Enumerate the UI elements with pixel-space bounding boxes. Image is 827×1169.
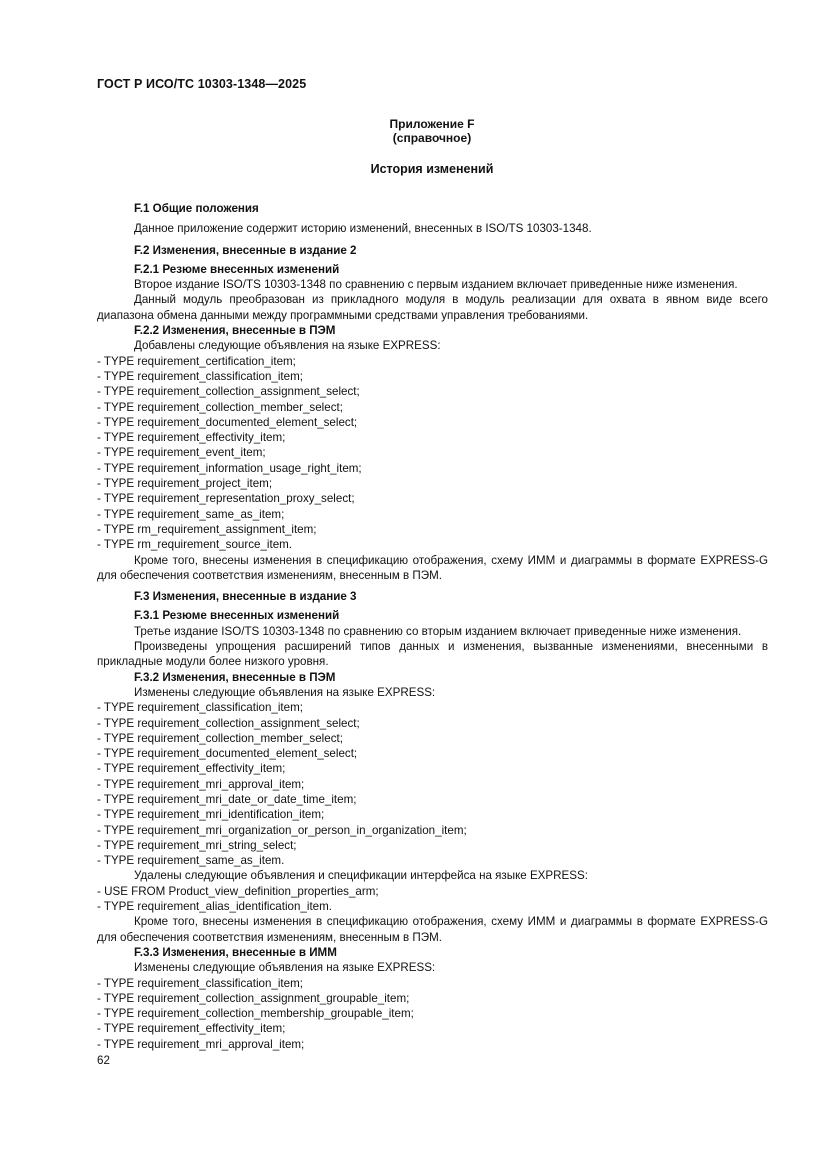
list-item: - TYPE requirement_mri_identification_item;: [97, 808, 325, 822]
express-declarations-list-f32: [97, 700, 768, 868]
list-item: - TYPE requirement_collection_assignment_select;: [97, 385, 360, 399]
annex-type: (справочное): [392, 131, 472, 145]
list-item: - TYPE requirement_same_as_item;: [97, 507, 285, 521]
list-item: - TYPE rm_requirement_source_item.: [97, 538, 293, 552]
list-item: - TYPE requirement_project_item;: [97, 477, 273, 491]
list-item: - TYPE requirement_event_item;: [97, 446, 266, 460]
section-f32-intro: Изменены следующие объявления на языке EXPRESS:: [134, 685, 436, 699]
section-heading-f3: F.3 Изменения, внесенные в издание 3: [134, 590, 357, 604]
list-item: - TYPE requirement_mri_organization_or_person_in_organization_item;: [97, 823, 467, 837]
section-f22-intro: Добавлены следующие объявления на языке EXPRESS:: [134, 339, 441, 353]
section-f33-intro: Изменены следующие объявления на языке EXPRESS:: [134, 961, 436, 975]
section-heading-f33: F.3.3 Изменения, внесенные в ИММ: [134, 945, 337, 959]
list-item: - TYPE rm_requirement_assignment_item;: [97, 522, 317, 536]
annex-heading: История изменений: [370, 162, 494, 176]
list-item: - TYPE requirement_documented_element_select;: [97, 415, 358, 429]
list-item: - TYPE requirement_representation_proxy_select;: [97, 492, 355, 506]
express-declarations-list-f33: [97, 976, 768, 1052]
list-item: - TYPE requirement_effectivity_item;: [97, 431, 286, 445]
list-item: - TYPE requirement_collection_member_select;: [97, 731, 343, 745]
section-heading-f31: F.3.1 Резюме внесенных изменений: [134, 609, 340, 623]
section-heading-f22: F.2.2 Изменения, внесенные в ПЭМ: [134, 324, 336, 338]
section-heading-f32: F.3.2 Изменения, внесенные в ПЭМ: [134, 670, 336, 684]
list-item: - TYPE requirement_classification_item;: [97, 701, 303, 715]
section-f32-removed-intro: Удалены следующие объявления и спецификации интерфейса на языке EXPRESS:: [134, 869, 588, 883]
removed-declarations-list-f32: [97, 884, 768, 915]
section-heading-f21: F.2.1 Резюме внесенных изменений: [134, 262, 340, 276]
section-f31-paragraph-1: Третье издание ISO/TS 10303-1348 по сравнению со вторым изданием включает приведенные ниже изменения.: [134, 624, 742, 638]
list-item: - TYPE requirement_effectivity_item;: [97, 1022, 286, 1036]
list-item: - TYPE requirement_collection_member_select;: [97, 400, 343, 414]
section-f21-paragraph-1: Второе издание ISO/TS 10303-1348 по сравнению с первым изданием включает приведенные ниже изменения.: [134, 278, 738, 292]
annex-title: Приложение F: [389, 117, 475, 131]
list-item: - TYPE requirement_classification_item;: [97, 369, 303, 383]
list-item: - TYPE requirement_effectivity_item;: [97, 762, 286, 776]
section-f1-text: Данное приложение содержит историю изменений, внесенных в ISO/TS 10303-1348.: [134, 222, 592, 236]
list-item: - TYPE requirement_collection_assignment_select;: [97, 716, 360, 730]
list-item: - TYPE requirement_collection_assignment_groupable_item;: [97, 991, 410, 1005]
section-f32-outro: Кроме того, внесены изменения в спецификацию отображения, схему ИММ и диаграммы в формате EXPRESS-G для обеспечения соответствия изменениям, внесенным в ПЭМ.: [97, 915, 768, 944]
express-declarations-list-f22: [97, 354, 768, 553]
list-item: - TYPE requirement_mri_string_select;: [97, 838, 297, 852]
list-item: - TYPE requirement_collection_membership_groupable_item;: [97, 1007, 414, 1021]
page-number: 62: [97, 1054, 110, 1067]
list-item: - TYPE requirement_information_usage_right_item;: [97, 461, 362, 475]
list-item: - TYPE requirement_documented_element_select;: [97, 747, 358, 761]
annex-label: [97, 117, 767, 145]
section-heading-f2: F.2 Изменения, внесенные в издание 2: [134, 243, 357, 257]
document-id-header: ГОСТ Р ИСО/ТС 10303-1348—2025: [97, 77, 307, 91]
list-item: - USE FROM Product_view_definition_properties_arm;: [97, 884, 379, 898]
section-f21-paragraph-2: Данный модуль преобразован из прикладного модуля в модуль реализации для охвата в явном виде всего диапазона обмена данными между программными средствами управления требованиями.: [97, 293, 768, 322]
list-item: - TYPE requirement_same_as_item.: [97, 854, 285, 868]
list-item: - TYPE requirement_certification_item;: [97, 354, 296, 368]
section-f22-outro: Кроме того, внесены изменения в спецификацию отображения, схему ИММ и диаграммы в формате EXPRESS-G для обеспечения соответствия изменениям, внесенным в ПЭМ.: [97, 553, 768, 582]
section-heading-f1: F.1 Общие положения: [134, 202, 259, 215]
list-item: - TYPE requirement_mri_approval_item;: [97, 1037, 305, 1051]
list-item: - TYPE requirement_alias_identification_item.: [97, 900, 332, 914]
document-body: [97, 201, 768, 1052]
list-item: - TYPE requirement_classification_item;: [97, 976, 303, 990]
list-item: - TYPE requirement_mri_date_or_date_time_item;: [97, 792, 357, 806]
section-f31-paragraph-2: Произведены упрощения расширений типов данных и изменения, вызванные изменениями, внесенными в прикладные модули более низкого уровня.: [97, 640, 768, 669]
list-item: - TYPE requirement_mri_approval_item;: [97, 777, 305, 791]
